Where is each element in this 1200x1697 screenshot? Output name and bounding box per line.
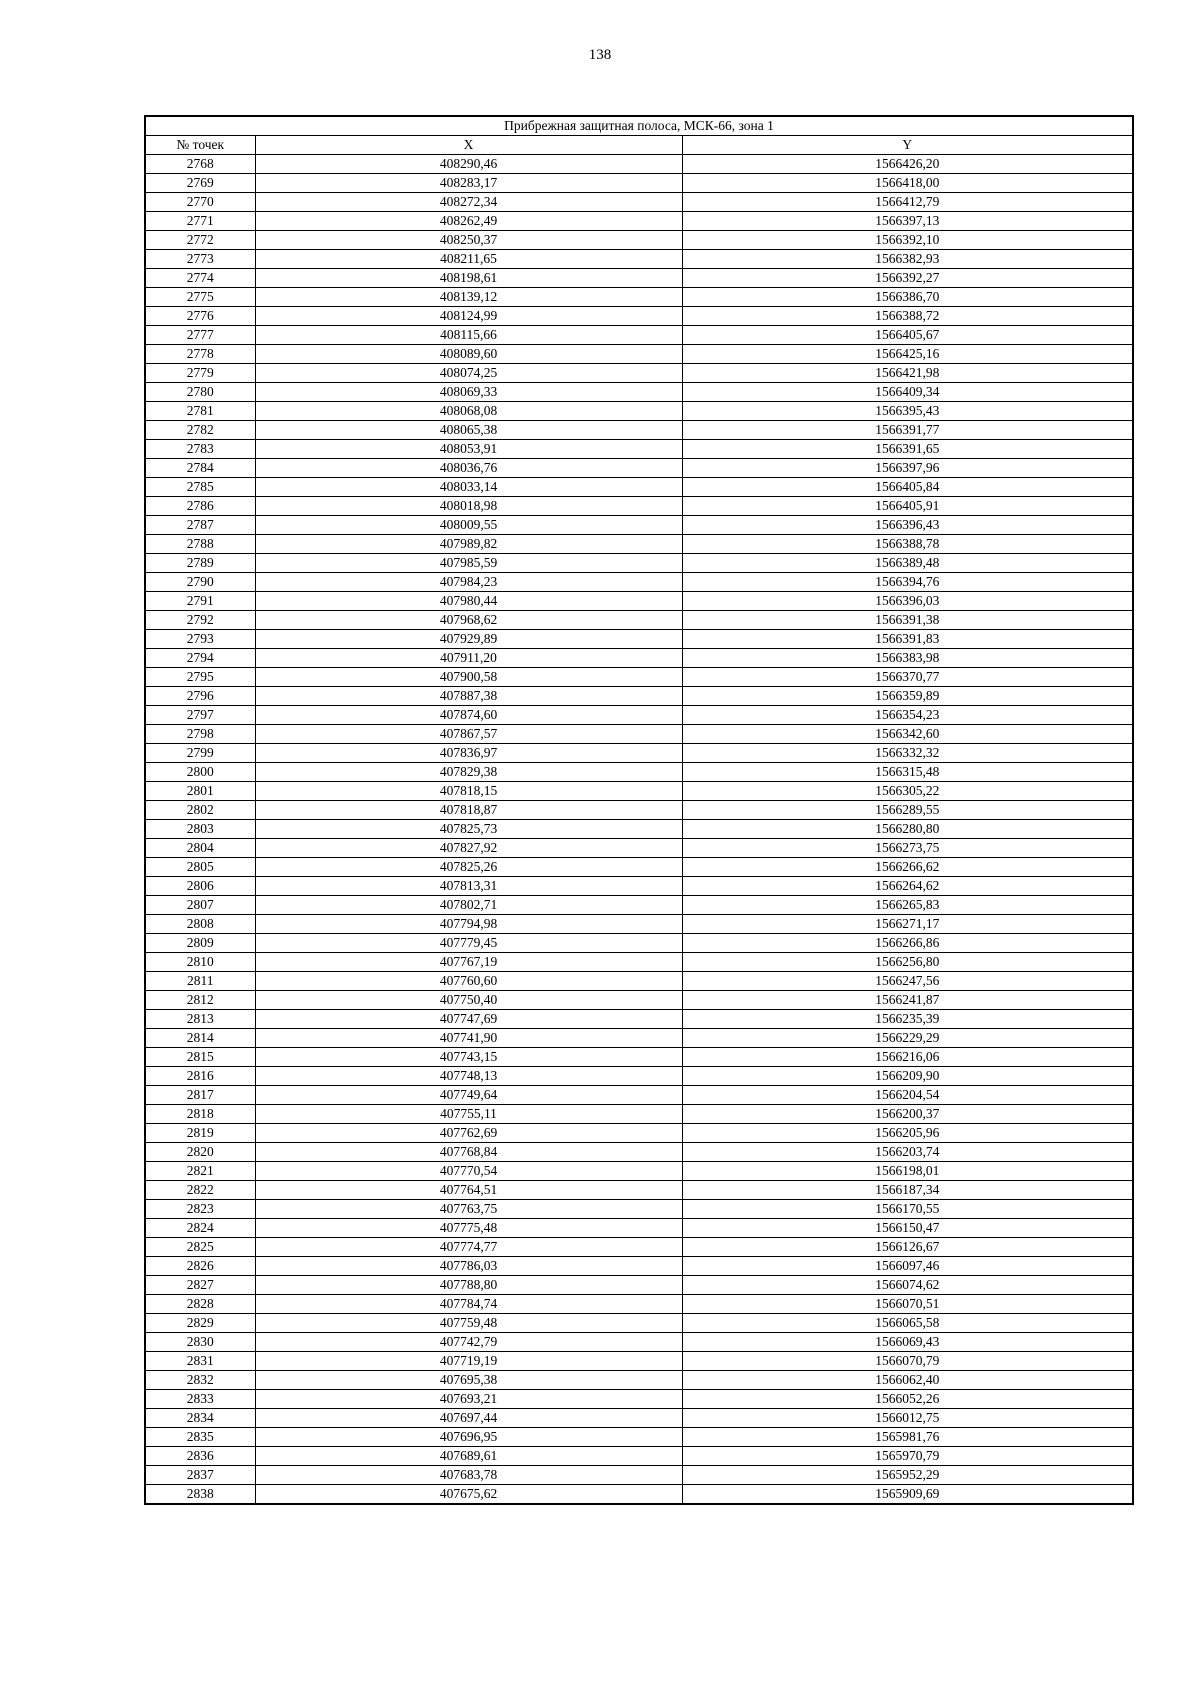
point-number-cell: 2781 [145, 402, 255, 421]
y-cell: 1566359,89 [682, 687, 1133, 706]
point-number-cell: 2785 [145, 478, 255, 497]
y-cell: 1566370,77 [682, 668, 1133, 687]
y-cell: 1566069,43 [682, 1333, 1133, 1352]
table-row [145, 896, 1133, 915]
point-number-cell: 2780 [145, 383, 255, 402]
y-cell: 1566391,65 [682, 440, 1133, 459]
table-row [145, 782, 1133, 801]
y-cell: 1566405,91 [682, 497, 1133, 516]
point-number-cell: 2778 [145, 345, 255, 364]
point-number-cell: 2770 [145, 193, 255, 212]
y-cell: 1566392,10 [682, 231, 1133, 250]
y-cell: 1566391,77 [682, 421, 1133, 440]
x-cell: 408198,61 [255, 269, 682, 288]
point-number-cell: 2813 [145, 1010, 255, 1029]
table-row [145, 288, 1133, 307]
point-number-cell: 2804 [145, 839, 255, 858]
table-row [145, 554, 1133, 573]
table-row [145, 877, 1133, 896]
table-row [145, 516, 1133, 535]
x-cell: 408053,91 [255, 440, 682, 459]
point-number-cell: 2824 [145, 1219, 255, 1238]
x-cell: 408089,60 [255, 345, 682, 364]
x-cell: 407818,87 [255, 801, 682, 820]
y-cell: 1566065,58 [682, 1314, 1133, 1333]
y-cell: 1566396,43 [682, 516, 1133, 535]
point-number-cell: 2800 [145, 763, 255, 782]
point-number-cell: 2812 [145, 991, 255, 1010]
point-number-cell: 2791 [145, 592, 255, 611]
point-number-cell: 2833 [145, 1390, 255, 1409]
x-cell: 407767,19 [255, 953, 682, 972]
x-cell: 407764,51 [255, 1181, 682, 1200]
y-cell: 1566266,62 [682, 858, 1133, 877]
x-cell: 407818,15 [255, 782, 682, 801]
point-number-cell: 2786 [145, 497, 255, 516]
table-row [145, 801, 1133, 820]
y-cell: 1566405,67 [682, 326, 1133, 345]
table-row [145, 839, 1133, 858]
point-number-cell: 2793 [145, 630, 255, 649]
table-row [145, 1010, 1133, 1029]
point-number-cell: 2817 [145, 1086, 255, 1105]
table-row [145, 820, 1133, 839]
x-cell: 408065,38 [255, 421, 682, 440]
x-cell: 407774,77 [255, 1238, 682, 1257]
point-number-cell: 2776 [145, 307, 255, 326]
x-cell: 407825,26 [255, 858, 682, 877]
x-cell: 408069,33 [255, 383, 682, 402]
x-cell: 407985,59 [255, 554, 682, 573]
x-cell: 407695,38 [255, 1371, 682, 1390]
x-cell: 407750,40 [255, 991, 682, 1010]
x-cell: 407683,78 [255, 1466, 682, 1485]
table-row [145, 1219, 1133, 1238]
x-cell: 407827,92 [255, 839, 682, 858]
y-cell: 1566271,17 [682, 915, 1133, 934]
point-number-cell: 2819 [145, 1124, 255, 1143]
x-cell: 407786,03 [255, 1257, 682, 1276]
point-number-cell: 2825 [145, 1238, 255, 1257]
y-cell: 1566074,62 [682, 1276, 1133, 1295]
x-cell: 407755,11 [255, 1105, 682, 1124]
table-row [145, 345, 1133, 364]
y-cell: 1566383,98 [682, 649, 1133, 668]
table-row [145, 231, 1133, 250]
table-row [145, 155, 1133, 174]
header-x: X [255, 136, 682, 155]
x-cell: 407749,64 [255, 1086, 682, 1105]
x-cell: 407743,15 [255, 1048, 682, 1067]
table-row [145, 972, 1133, 991]
point-number-cell: 2838 [145, 1485, 255, 1505]
point-number-cell: 2783 [145, 440, 255, 459]
point-number-cell: 2836 [145, 1447, 255, 1466]
point-number-cell: 2827 [145, 1276, 255, 1295]
x-cell: 408211,65 [255, 250, 682, 269]
y-cell: 1566062,40 [682, 1371, 1133, 1390]
table-header-row [145, 136, 1133, 155]
x-cell: 408283,17 [255, 174, 682, 193]
table-row [145, 1295, 1133, 1314]
point-number-cell: 2822 [145, 1181, 255, 1200]
point-number-cell: 2779 [145, 364, 255, 383]
x-cell: 407693,21 [255, 1390, 682, 1409]
point-number-cell: 2826 [145, 1257, 255, 1276]
x-cell: 408139,12 [255, 288, 682, 307]
x-cell: 407829,38 [255, 763, 682, 782]
x-cell: 407748,13 [255, 1067, 682, 1086]
point-number-cell: 2790 [145, 573, 255, 592]
point-number-cell: 2828 [145, 1295, 255, 1314]
y-cell: 1566388,72 [682, 307, 1133, 326]
table-row [145, 250, 1133, 269]
y-cell: 1566412,79 [682, 193, 1133, 212]
point-number-cell: 2831 [145, 1352, 255, 1371]
point-number-cell: 2777 [145, 326, 255, 345]
table-row [145, 174, 1133, 193]
y-cell: 1566070,51 [682, 1295, 1133, 1314]
table-caption-row [145, 116, 1133, 136]
table-row [145, 212, 1133, 231]
y-cell: 1566150,47 [682, 1219, 1133, 1238]
x-cell: 407697,44 [255, 1409, 682, 1428]
y-cell: 1565909,69 [682, 1485, 1133, 1505]
table-row [145, 991, 1133, 1010]
x-cell: 407696,95 [255, 1428, 682, 1447]
table-row [145, 193, 1133, 212]
point-number-cell: 2837 [145, 1466, 255, 1485]
x-cell: 407802,71 [255, 896, 682, 915]
y-cell: 1566265,83 [682, 896, 1133, 915]
table-row [145, 421, 1133, 440]
table-row [145, 630, 1133, 649]
y-cell: 1566332,32 [682, 744, 1133, 763]
point-number-cell: 2788 [145, 535, 255, 554]
x-cell: 407689,61 [255, 1447, 682, 1466]
y-cell: 1566386,70 [682, 288, 1133, 307]
table-row [145, 1124, 1133, 1143]
table-row [145, 953, 1133, 972]
table-row [145, 611, 1133, 630]
table-row [145, 1162, 1133, 1181]
point-number-cell: 2798 [145, 725, 255, 744]
y-cell: 1565970,79 [682, 1447, 1133, 1466]
y-cell: 1566421,98 [682, 364, 1133, 383]
x-cell: 408033,14 [255, 478, 682, 497]
x-cell: 407900,58 [255, 668, 682, 687]
point-number-cell: 2772 [145, 231, 255, 250]
x-cell: 408068,08 [255, 402, 682, 421]
table-row [145, 269, 1133, 288]
point-number-cell: 2823 [145, 1200, 255, 1219]
x-cell: 407989,82 [255, 535, 682, 554]
x-cell: 407887,38 [255, 687, 682, 706]
x-cell: 407867,57 [255, 725, 682, 744]
point-number-cell: 2775 [145, 288, 255, 307]
y-cell: 1566209,90 [682, 1067, 1133, 1086]
point-number-cell: 2820 [145, 1143, 255, 1162]
x-cell: 408262,49 [255, 212, 682, 231]
point-number-cell: 2829 [145, 1314, 255, 1333]
table-row [145, 1371, 1133, 1390]
y-cell: 1565981,76 [682, 1428, 1133, 1447]
y-cell: 1566187,34 [682, 1181, 1133, 1200]
y-cell: 1566425,16 [682, 345, 1133, 364]
y-cell: 1566388,78 [682, 535, 1133, 554]
x-cell: 407874,60 [255, 706, 682, 725]
table-row [145, 307, 1133, 326]
table-row [145, 535, 1133, 554]
table-row [145, 668, 1133, 687]
y-cell: 1566394,76 [682, 573, 1133, 592]
table-row [145, 326, 1133, 345]
table-row [145, 1143, 1133, 1162]
y-cell: 1566247,56 [682, 972, 1133, 991]
table-row [145, 934, 1133, 953]
x-cell: 407929,89 [255, 630, 682, 649]
x-cell: 408124,99 [255, 307, 682, 326]
y-cell: 1566392,27 [682, 269, 1133, 288]
table-row [145, 763, 1133, 782]
y-cell: 1566273,75 [682, 839, 1133, 858]
y-cell: 1566266,86 [682, 934, 1133, 953]
table-row [145, 1390, 1133, 1409]
point-number-cell: 2806 [145, 877, 255, 896]
table-row [145, 915, 1133, 934]
y-cell: 1566235,39 [682, 1010, 1133, 1029]
point-number-cell: 2801 [145, 782, 255, 801]
point-number-cell: 2787 [145, 516, 255, 535]
y-cell: 1566409,34 [682, 383, 1133, 402]
y-cell: 1566229,29 [682, 1029, 1133, 1048]
table-row [145, 725, 1133, 744]
table-row [145, 1428, 1133, 1447]
point-number-cell: 2805 [145, 858, 255, 877]
point-number-cell: 2807 [145, 896, 255, 915]
y-cell: 1566200,37 [682, 1105, 1133, 1124]
x-cell: 407794,98 [255, 915, 682, 934]
table-row [145, 402, 1133, 421]
point-number-cell: 2773 [145, 250, 255, 269]
y-cell: 1566205,96 [682, 1124, 1133, 1143]
table-row [145, 364, 1133, 383]
y-cell: 1566391,83 [682, 630, 1133, 649]
y-cell: 1566418,00 [682, 174, 1133, 193]
x-cell: 408036,76 [255, 459, 682, 478]
table-row [145, 440, 1133, 459]
point-number-cell: 2784 [145, 459, 255, 478]
x-cell: 407836,97 [255, 744, 682, 763]
point-number-cell: 2769 [145, 174, 255, 193]
x-cell: 407747,69 [255, 1010, 682, 1029]
y-cell: 1566305,22 [682, 782, 1133, 801]
table-caption: Прибрежная защитная полоса, МСК-66, зона 1 [145, 116, 1133, 136]
x-cell: 408009,55 [255, 516, 682, 535]
point-number-cell: 2803 [145, 820, 255, 839]
x-cell: 408250,37 [255, 231, 682, 250]
table-row [145, 1181, 1133, 1200]
point-number-cell: 2818 [145, 1105, 255, 1124]
y-cell: 1566216,06 [682, 1048, 1133, 1067]
x-cell: 407770,54 [255, 1162, 682, 1181]
table-row [145, 649, 1133, 668]
point-number-cell: 2774 [145, 269, 255, 288]
table-row [145, 573, 1133, 592]
point-number-cell: 2795 [145, 668, 255, 687]
point-number-cell: 2794 [145, 649, 255, 668]
x-cell: 407825,73 [255, 820, 682, 839]
point-number-cell: 2808 [145, 915, 255, 934]
point-number-cell: 2832 [145, 1371, 255, 1390]
y-cell: 1566264,62 [682, 877, 1133, 896]
y-cell: 1566280,80 [682, 820, 1133, 839]
point-number-cell: 2811 [145, 972, 255, 991]
y-cell: 1566204,54 [682, 1086, 1133, 1105]
y-cell: 1566203,74 [682, 1143, 1133, 1162]
point-number-cell: 2782 [145, 421, 255, 440]
table-row [145, 497, 1133, 516]
point-number-cell: 2789 [145, 554, 255, 573]
y-cell: 1566354,23 [682, 706, 1133, 725]
table-row [145, 1200, 1133, 1219]
y-cell: 1566289,55 [682, 801, 1133, 820]
table-row [145, 459, 1133, 478]
y-cell: 1566097,46 [682, 1257, 1133, 1276]
y-cell: 1566391,38 [682, 611, 1133, 630]
table-row [145, 1333, 1133, 1352]
point-number-cell: 2830 [145, 1333, 255, 1352]
y-cell: 1566389,48 [682, 554, 1133, 573]
x-cell: 407762,69 [255, 1124, 682, 1143]
x-cell: 407675,62 [255, 1485, 682, 1505]
y-cell: 1566198,01 [682, 1162, 1133, 1181]
y-cell: 1566342,60 [682, 725, 1133, 744]
x-cell: 407980,44 [255, 592, 682, 611]
x-cell: 407741,90 [255, 1029, 682, 1048]
x-cell: 407760,60 [255, 972, 682, 991]
table-row [145, 1067, 1133, 1086]
point-number-cell: 2792 [145, 611, 255, 630]
y-cell: 1566052,26 [682, 1390, 1133, 1409]
table-row [145, 1086, 1133, 1105]
x-cell: 407768,84 [255, 1143, 682, 1162]
y-cell: 1566315,48 [682, 763, 1133, 782]
y-cell: 1566241,87 [682, 991, 1133, 1010]
table-row [145, 1485, 1133, 1505]
point-number-cell: 2771 [145, 212, 255, 231]
table-row [145, 706, 1133, 725]
y-cell: 1566256,80 [682, 953, 1133, 972]
point-number-cell: 2835 [145, 1428, 255, 1447]
x-cell: 407779,45 [255, 934, 682, 953]
y-cell: 1566170,55 [682, 1200, 1133, 1219]
table-body [145, 155, 1133, 1505]
point-number-cell: 2821 [145, 1162, 255, 1181]
y-cell: 1566382,93 [682, 250, 1133, 269]
y-cell: 1565952,29 [682, 1466, 1133, 1485]
x-cell: 407763,75 [255, 1200, 682, 1219]
point-number-cell: 2815 [145, 1048, 255, 1067]
y-cell: 1566395,43 [682, 402, 1133, 421]
y-cell: 1566405,84 [682, 478, 1133, 497]
header-point-number: № точек [145, 136, 255, 155]
x-cell: 407742,79 [255, 1333, 682, 1352]
point-number-cell: 2809 [145, 934, 255, 953]
point-number-cell: 2810 [145, 953, 255, 972]
x-cell: 408074,25 [255, 364, 682, 383]
point-number-cell: 2814 [145, 1029, 255, 1048]
y-cell: 1566426,20 [682, 155, 1133, 174]
table-row [145, 1257, 1133, 1276]
y-cell: 1566397,13 [682, 212, 1133, 231]
table-row [145, 1048, 1133, 1067]
point-number-cell: 2816 [145, 1067, 255, 1086]
x-cell: 407759,48 [255, 1314, 682, 1333]
header-y: Y [682, 136, 1133, 155]
table-row [145, 1409, 1133, 1428]
table-row [145, 592, 1133, 611]
coordinates-table [144, 115, 1134, 1505]
table-row [145, 687, 1133, 706]
y-cell: 1566012,75 [682, 1409, 1133, 1428]
table-row [145, 1447, 1133, 1466]
table-row [145, 1029, 1133, 1048]
x-cell: 407984,23 [255, 573, 682, 592]
table-row [145, 744, 1133, 763]
x-cell: 407813,31 [255, 877, 682, 896]
point-number-cell: 2802 [145, 801, 255, 820]
x-cell: 407788,80 [255, 1276, 682, 1295]
x-cell: 408018,98 [255, 497, 682, 516]
point-number-cell: 2796 [145, 687, 255, 706]
y-cell: 1566397,96 [682, 459, 1133, 478]
table-row [145, 1276, 1133, 1295]
y-cell: 1566070,79 [682, 1352, 1133, 1371]
table-row [145, 383, 1133, 402]
x-cell: 407911,20 [255, 649, 682, 668]
x-cell: 407719,19 [255, 1352, 682, 1371]
point-number-cell: 2834 [145, 1409, 255, 1428]
x-cell: 408115,66 [255, 326, 682, 345]
y-cell: 1566396,03 [682, 592, 1133, 611]
point-number-cell: 2797 [145, 706, 255, 725]
point-number-cell: 2768 [145, 155, 255, 174]
table-row [145, 1352, 1133, 1371]
x-cell: 407968,62 [255, 611, 682, 630]
x-cell: 408272,34 [255, 193, 682, 212]
table-row [145, 1105, 1133, 1124]
page-number: 138 [588, 47, 612, 63]
table-row [145, 478, 1133, 497]
table-row [145, 858, 1133, 877]
table-row [145, 1238, 1133, 1257]
x-cell: 407784,74 [255, 1295, 682, 1314]
table-row [145, 1314, 1133, 1333]
table-row [145, 1466, 1133, 1485]
y-cell: 1566126,67 [682, 1238, 1133, 1257]
x-cell: 408290,46 [255, 155, 682, 174]
x-cell: 407775,48 [255, 1219, 682, 1238]
point-number-cell: 2799 [145, 744, 255, 763]
